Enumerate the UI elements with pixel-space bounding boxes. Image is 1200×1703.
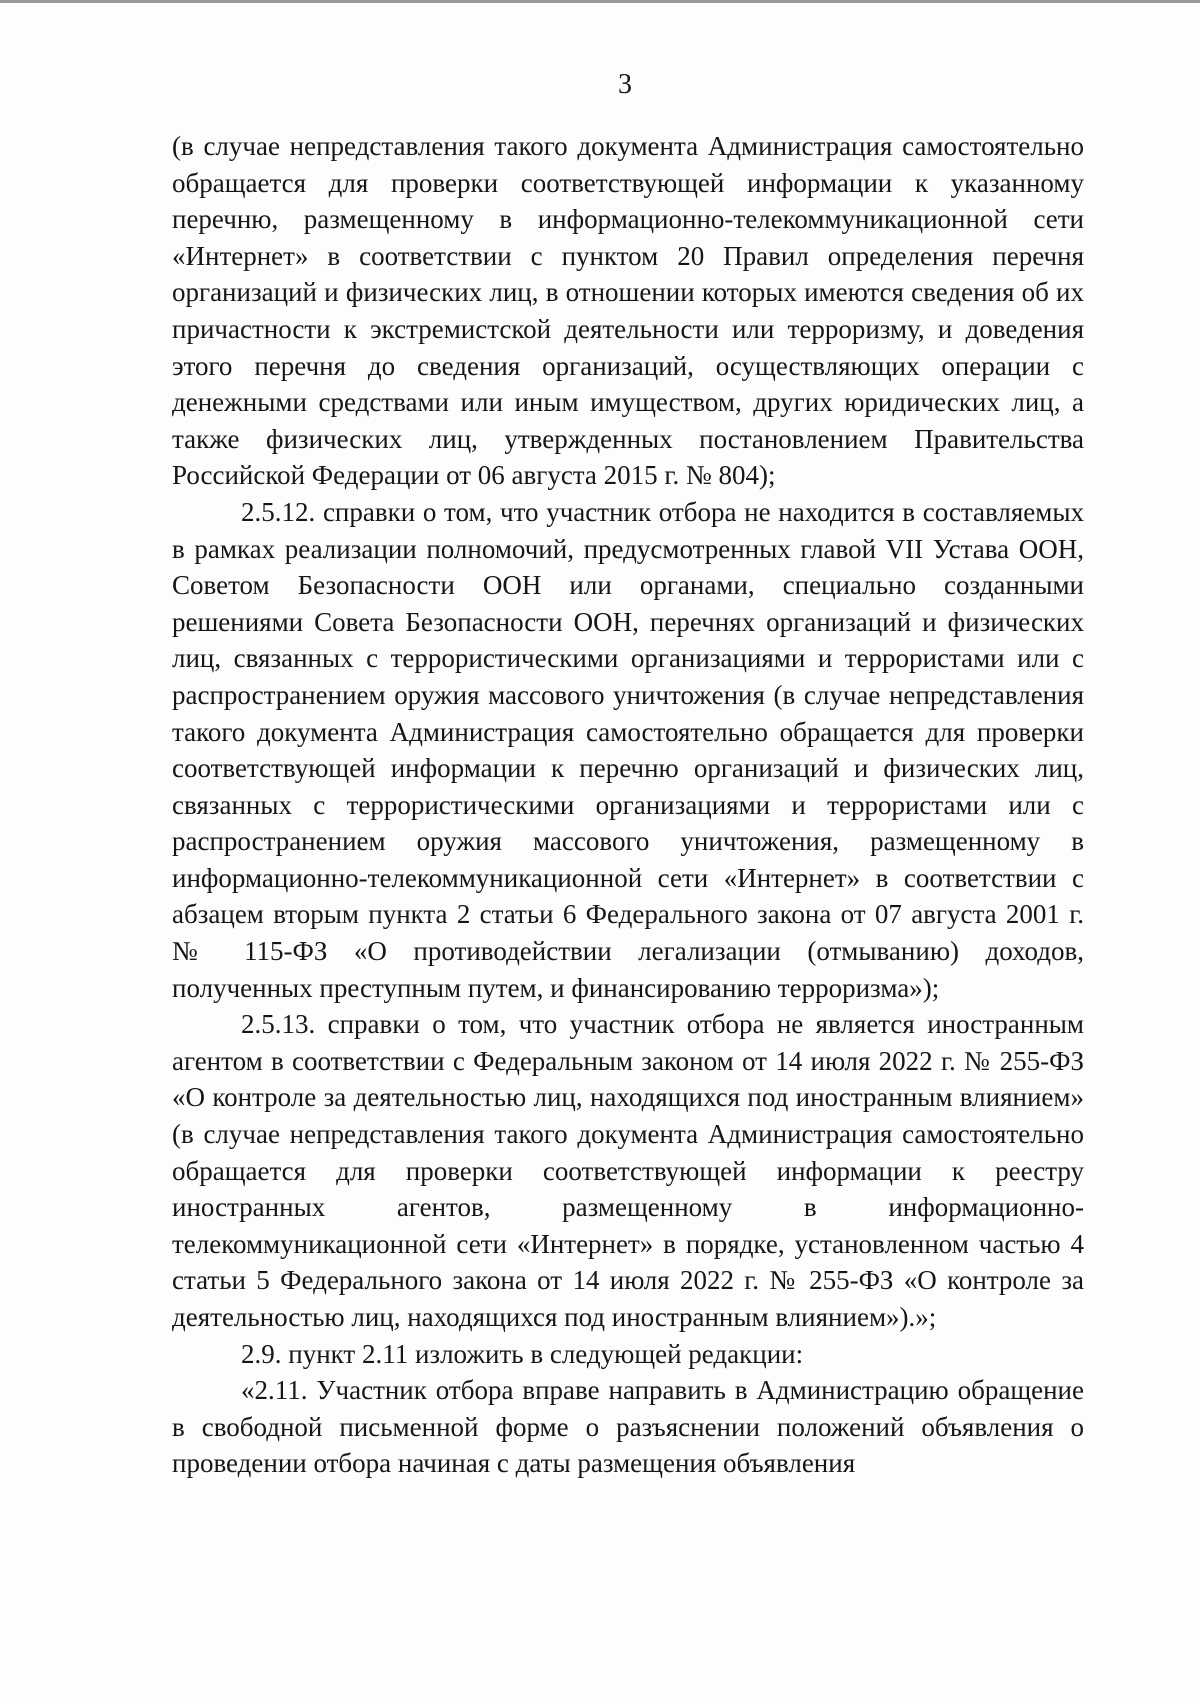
paragraph-continuation: (в случае непредставления такого документа Администрация самостоятельно обращается для проверки соответствующей информации к указанному перечню, размещенному в информационно-телекоммуникационной сети «Интернет» в соответствии с пунктом 20 Правил определения перечня организаций и физических лиц, в отношении которых имеются сведения об их причастности к экстремистской деятельности или терроризму, и доведения этого перечня до сведения организаций, осуществляющих операции с денежными средствами или иным имуществом, других юридических лиц, а также физических лиц, утвержденных постановлением Правительства Российской Федерации от 06 августа 2015 г. № 804); xyxy=(172,131,1084,491)
page-top-edge xyxy=(0,0,1200,3)
page-number: 3 xyxy=(618,69,632,100)
paragraph-2-11: «2.11. Участник отбора вправе направить в Администрацию обращение в свободной письменной форме о разъяснении положений объявления о проведении отбора начиная с даты размещения объявления xyxy=(172,1375,1084,1479)
paragraph-2-5-13: 2.5.13. справки о том, что участник отбора не является иностранным агентом в соответствии с Федеральным законом от 14 июля 2022 г. № 255-ФЗ «О контроле за деятельностью лиц, находящихся под иностранным влиянием» (в случае непредставления такого документа Администрация самостоятельно обращается для проверки соответствующей информации к реестру иностранных агентов, размещенному в информационно-телекоммуникационной сети «Интернет» в порядке, установленном частью 4 статьи 5 Федерального закона от 14 июля 2022 г. № 255-ФЗ «О контроле за деятельностью лиц, находящихся под иностранным влиянием»).»; xyxy=(172,1009,1084,1332)
paragraph-2-5-12: 2.5.12. справки о том, что участник отбора не находится в составляемых в рамках реализации полномочий, предусмотренных главой VII Устава ООН, Советом Безопасности ООН или органами, специально созданными решениями Совета Безопасности ООН, перечнях организаций и физических лиц, связанных с террористическими организациями и террористами или с распространением оружия массового уничтожения (в случае непредставления такого документа Администрация самостоятельно обращается для проверки соответствующей информации к перечню организаций и физических лиц, связанных с террористическими организациями и террористами или с распространением оружия массового уничтожения, размещенному в информационно-телекоммуникационной сети «Интернет» в соответствии с абзацем вторым пункта 2 статьи 6 Федерального закона от 07 августа 2001 г. № 115-ФЗ «О противодействии легализации (отмыванию) доходов, полученных преступным путем, и финансированию терроризма»); xyxy=(172,496,1084,1003)
document-body xyxy=(172,128,1084,1482)
paragraph-2-9: 2.9. пункт 2.11 изложить в следующей редакции: xyxy=(241,1338,804,1369)
